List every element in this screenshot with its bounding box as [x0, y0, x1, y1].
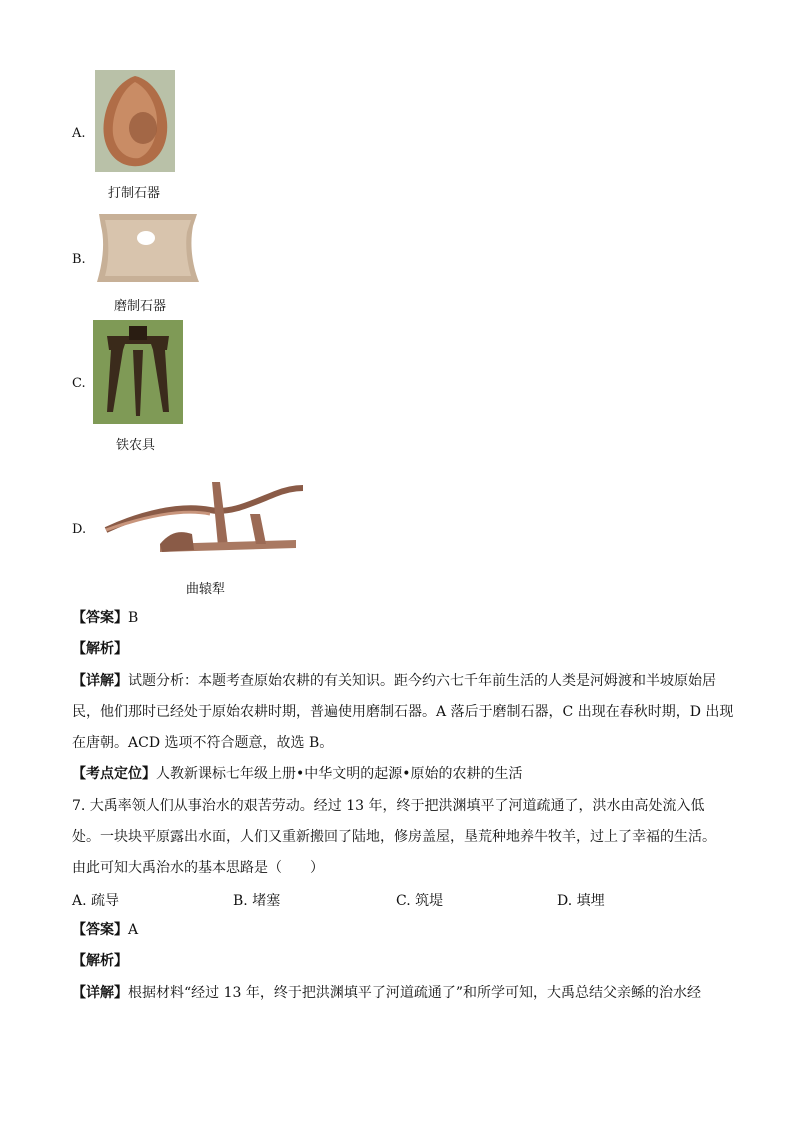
- curved-shaft-plow-image: [100, 474, 305, 560]
- option-b-letter: B.: [72, 252, 86, 267]
- q6-answer-line: [72, 608, 138, 628]
- q7-stem-line-1: 7. 大禹率领人们从事治水的艰苦劳动。经过 13 年，终于把洪渊填平了河道疏通了，洪水由高处流入低: [72, 798, 705, 814]
- answer-tag: 【答案】: [72, 610, 128, 626]
- iron-farm-tool-image: [93, 320, 183, 424]
- q7-choice-b: B. 堵塞: [233, 893, 281, 909]
- q6-analysis-line: [72, 639, 128, 659]
- option-d-caption: 曲辕犁: [186, 582, 226, 597]
- option-c-caption: 铁农具: [116, 438, 156, 453]
- detail-tag: 【详解】: [72, 985, 128, 1001]
- q6-detail-line-3: 在唐朝。ACD 选项不符合题意，故选 B。: [72, 735, 334, 751]
- q7-choice-a: A. 疏导: [72, 893, 120, 909]
- detail-tag: 【详解】: [72, 673, 128, 689]
- detail-text: 试题分析：本题考查原始农耕的有关知识。距今约六七千年前生活的人类是河姆渡和半坡原始居: [128, 673, 716, 689]
- q6-detail-line-1: [72, 671, 716, 691]
- chipped-stone-tool-image: [95, 70, 175, 172]
- q7-choice-d: D. 填埋: [557, 893, 605, 909]
- answer-tag: 【答案】: [72, 922, 128, 938]
- polished-stone-tool-image: [95, 212, 201, 284]
- analysis-tag: 【解析】: [72, 953, 128, 969]
- q7-detail-line-1: [72, 983, 701, 1003]
- analysis-tag: 【解析】: [72, 641, 128, 657]
- option-a-caption: 打制石器: [108, 186, 161, 201]
- option-a-letter: A.: [72, 126, 86, 141]
- q7-choice-c: C. 筑堤: [396, 893, 444, 909]
- q7-analysis-line: [72, 951, 128, 971]
- option-d-letter: D.: [72, 522, 87, 537]
- answer-value: B: [128, 610, 139, 626]
- q6-detail-line-2: 民，他们那时已经处于原始农耕时期，普遍使用磨制石器。A 落后于磨制石器，C 出现在春秋时期，D 出现: [72, 704, 734, 720]
- q7-answer-line: [72, 920, 138, 940]
- point-text: 人教新课标七年级上册•中华文明的起源•原始的农耕的生活: [156, 766, 523, 782]
- q7-stem-line-3: 由此可知大禹治水的基本思路是（ ）: [72, 860, 324, 876]
- detail-text: 根据材料“经过 13 年，终于把洪渊填平了河道疏通了”和所学可知，大禹总结父亲鲧的治水经: [128, 985, 702, 1001]
- option-b-caption: 磨制石器: [114, 299, 167, 314]
- point-tag: 【考点定位】: [72, 766, 156, 782]
- q6-point-line: [72, 764, 523, 784]
- answer-value: A: [128, 922, 139, 938]
- q7-stem-line-2: 处。一块块平原露出水面，人们又重新搬回了陆地，修房盖屋，垦荒种地养牛牧羊，过上了幸福的生活。: [72, 829, 716, 845]
- option-c-letter: C.: [72, 376, 86, 391]
